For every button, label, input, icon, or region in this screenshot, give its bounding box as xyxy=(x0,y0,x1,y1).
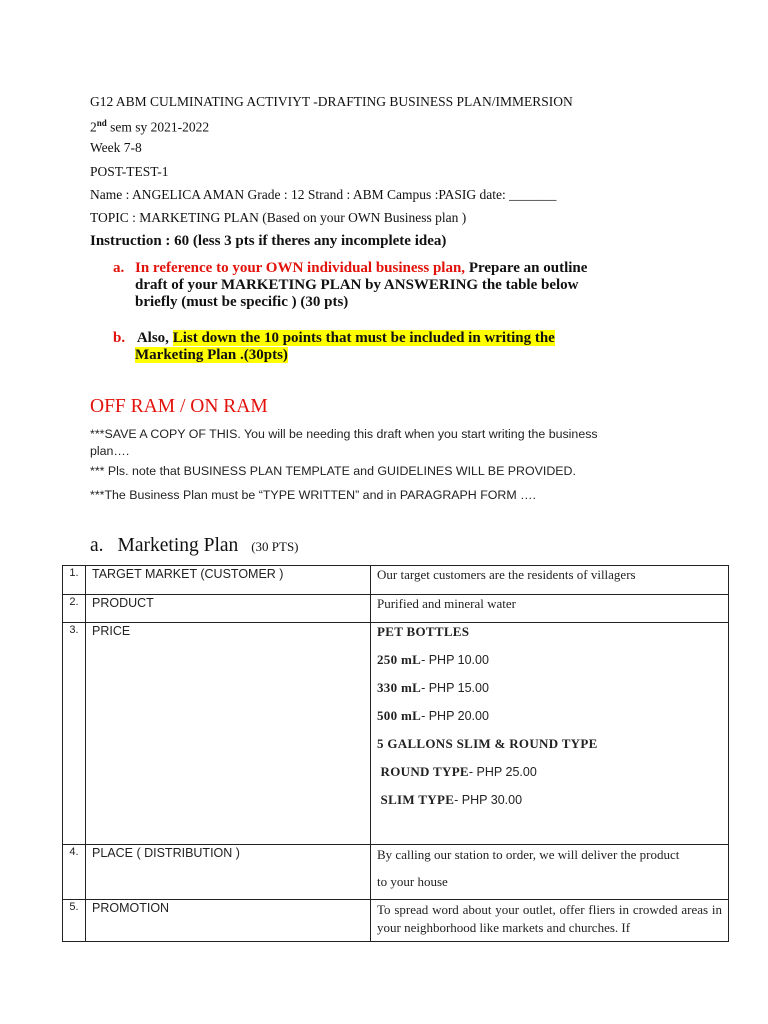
price-cell xyxy=(371,623,729,845)
slim-type-label: SLIM TYPE xyxy=(377,792,455,807)
promotion-text: To spread word about your outlet, offer fliers in crowded areas in your neighborhood like markets and churches. If xyxy=(377,902,722,935)
price-item xyxy=(377,702,724,730)
row-value xyxy=(371,900,729,942)
note-type-written: ***The Business Plan must be “TYPE WRITTEN” and in PARAGRAPH FORM …. xyxy=(90,488,536,502)
item-b-marker: b. xyxy=(113,330,126,346)
note-save-copy-line2: plan…. xyxy=(90,444,130,458)
week-line: Week 7-8 xyxy=(90,140,142,155)
row-number: 5. xyxy=(63,900,86,942)
price-amount: - PHP 10.00 xyxy=(421,653,489,667)
table-row xyxy=(63,623,729,845)
item-a-marker: a. xyxy=(113,260,125,276)
row-label: PRICE xyxy=(86,623,371,845)
row-label: TARGET MARKET (CUSTOMER ) xyxy=(86,566,371,595)
item-b-highlight-line2: Marketing Plan .(30pts) xyxy=(135,347,288,363)
row-label: PROMOTION xyxy=(86,900,371,942)
price-amount: - PHP 20.00 xyxy=(421,709,489,723)
row-value xyxy=(371,845,729,900)
instruction-line: Instruction : 60 (less 3 pts if theres any incomplete idea) xyxy=(90,233,447,249)
row-number: 3. xyxy=(63,623,86,845)
table-row xyxy=(63,566,729,595)
round-type-label: ROUND TYPE xyxy=(377,764,469,779)
item-b-line2 xyxy=(135,347,288,365)
table-row xyxy=(63,900,729,942)
semester-ordinal-suffix: nd xyxy=(96,118,107,128)
note-template: *** Pls. note that BUSINESS PLAN TEMPLATE and GUIDELINES WILL BE PROVIDED. xyxy=(90,464,576,478)
place-line2: to your house xyxy=(377,874,448,889)
marketing-plan-table xyxy=(62,565,729,942)
row-value: Our target customers are the residents of villagers xyxy=(371,566,729,595)
price-item xyxy=(377,646,724,674)
instruction-item-a xyxy=(113,260,587,278)
item-b-also: Also, xyxy=(136,330,169,346)
price-item xyxy=(377,786,724,814)
semester-year: sem sy 2021-2022 xyxy=(106,119,210,135)
instruction-item-b xyxy=(113,330,555,348)
row-number: 1. xyxy=(63,566,86,595)
semester-line xyxy=(90,118,209,136)
section-points: (30 PTS) xyxy=(251,539,299,554)
price-size: 330 mL xyxy=(377,680,422,695)
price-size: 250 mL xyxy=(377,652,422,667)
price-item xyxy=(377,758,724,786)
section-title: Marketing Plan xyxy=(117,535,239,556)
activity-title: G12 ABM CULMINATING ACTIVIYT -DRAFTING BUSINESS PLAN/IMMERSION xyxy=(90,94,573,109)
section-heading xyxy=(90,535,299,557)
row-number: 2. xyxy=(63,595,86,623)
item-a-line1-rest: Prepare an outline xyxy=(465,260,588,276)
price-list xyxy=(377,618,724,814)
off-ram-heading: OFF RAM / ON RAM xyxy=(90,396,268,417)
student-info-line: Name : ANGELICA AMAN Grade : 12 Strand : ABM Campus :PASIG date: _______ xyxy=(90,187,557,202)
item-b-highlight-line1: List down the 10 points that must be included in writing the xyxy=(172,330,555,346)
section-marker: a. xyxy=(90,535,104,556)
row-label: PLACE ( DISTRIBUTION ) xyxy=(86,845,371,900)
round-type-price: - PHP 25.00 xyxy=(468,765,537,779)
post-test-line: POST-TEST-1 xyxy=(90,164,169,179)
row-number: 4. xyxy=(63,845,86,900)
gallons-heading: 5 GALLONS SLIM & ROUND TYPE xyxy=(377,736,598,751)
pet-bottles-heading: PET BOTTLES xyxy=(377,624,470,639)
table-row xyxy=(63,845,729,900)
item-a-line2: draft of your MARKETING PLAN by ANSWERING the table below xyxy=(135,277,579,293)
topic-line: TOPIC : MARKETING PLAN (Based on your OWN Business plan ) xyxy=(90,210,467,225)
place-line1: By calling our station to order, we will deliver the product xyxy=(377,847,680,862)
row-value: Purified and mineral water xyxy=(371,595,729,623)
price-size: 500 mL xyxy=(377,708,422,723)
item-a-red-text: In reference to your OWN individual business plan, xyxy=(135,260,466,276)
row-label: PRODUCT xyxy=(86,595,371,623)
semester-ordinal: 2 xyxy=(90,119,97,135)
price-item xyxy=(377,674,724,702)
slim-type-price: - PHP 30.00 xyxy=(454,793,523,807)
price-amount: - PHP 15.00 xyxy=(421,681,489,695)
item-a-line3: briefly (must be specific ) (30 pts) xyxy=(135,294,349,310)
note-save-copy-line1: ***SAVE A COPY OF THIS. You will be needing this draft when you start writing the business xyxy=(90,427,598,441)
